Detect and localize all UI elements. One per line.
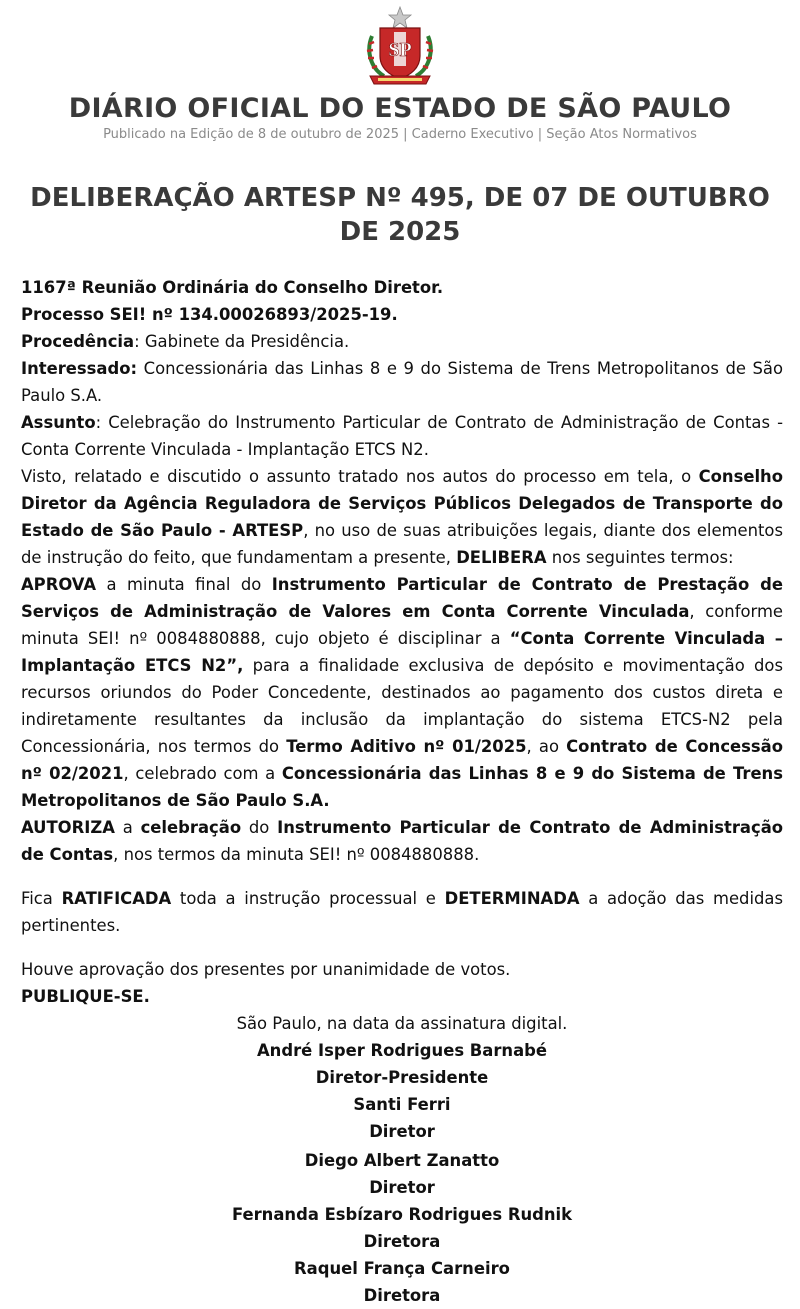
masthead xyxy=(0,92,800,144)
masthead-title: DIÁRIO OFICIAL DO ESTADO DE SÃO PAULO xyxy=(68,93,732,124)
interested-line: Interessado: Concessionária das Linhas 8 e 9 do Sistema de Trens Metropolitanos de São Paulo S.A. xyxy=(21,359,783,405)
signature-date: São Paulo, na data da assinatura digital. xyxy=(236,1014,568,1033)
signature-block xyxy=(21,1010,783,1309)
aprova-paragraph: APROVA a minuta final do Instrumento Particular de Contrato de Prestação de Serviços de Administração de Valores em Conta Corrente Vinculada, conforme minuta SEI! nº 0084880888, cujo objeto é disciplinar a “Conta Corrente Vinculada – Implantação ETCS N2”, para a finalidade exclusiva de depósito e movimentação dos recursos oriundos do Poder Concedente, destinados ao pagamento dos custos direta e indiretamente resultantes da inclusão da implantação do sistema ETCS-N2 pela Concessionária, nos termos do Termo Aditivo nº 01/2025, ao Contrato de Concessão nº 02/2021, celebrado com a Concessionária das Linhas 8 e 9 do Sistema de Trens Metropolitanos de São Paulo S.A. xyxy=(21,575,784,810)
process-line: Processo SEI! nº 134.00026893/2025-19. xyxy=(21,305,398,324)
subject-line: Assunto: Celebração do Instrumento Particular de Contrato de Administração de Contas - Conta Corrente Vinculada - Implantação ETCS N2. xyxy=(21,413,783,459)
signer-role: Diretora xyxy=(363,1232,441,1251)
signer-name: André Isper Rodrigues Barnabé xyxy=(257,1041,547,1060)
signer-role: Diretor xyxy=(369,1178,435,1197)
signer-name: Diego Albert Zanatto xyxy=(304,1151,500,1170)
document-body xyxy=(21,274,783,1309)
sao-paulo-coat-of-arms xyxy=(0,6,800,92)
signer-role: Diretor-Presidente xyxy=(315,1068,489,1087)
svg-text:SP: SP xyxy=(388,39,412,61)
publish-line: PUBLIQUE-SE. xyxy=(21,987,150,1006)
signer-role: Diretor xyxy=(369,1122,435,1141)
signer-name: Raquel França Carneiro xyxy=(294,1259,510,1278)
signer-name: Fernanda Esbízaro Rodrigues Rudnik xyxy=(231,1205,573,1224)
signer-role: Diretora xyxy=(363,1286,441,1305)
masthead-subtitle: Publicado na Edição de 8 de outubro de 2025 | Caderno Executivo | Seção Atos Normativos xyxy=(103,127,697,142)
document-title: DELIBERAÇÃO ARTESP Nº 495, DE 07 DE OUTUBRO DE 2025 xyxy=(30,183,770,247)
visto-paragraph: Visto, relatado e discutido o assunto tratado nos autos do processo em tela, o Conselho Diretor da Agência Reguladora de Serviços Públicos Delegados de Transporte do Estado de São Paulo - ARTESP, no uso de suas atribuições legais, diante dos elementos de instrução do feito, que fundamentam a presente, DELIBERA nos seguintes termos: xyxy=(21,467,783,567)
approval-line: Houve aprovação dos presentes por unanimidade de votos. xyxy=(21,960,511,979)
fica-paragraph: Fica RATIFICADA toda a instrução processual e DETERMINADA a adoção das medidas pertinentes. xyxy=(21,889,783,935)
meeting-line: 1167ª Reunião Ordinária do Conselho Diretor. xyxy=(21,278,444,297)
coat-of-arms-icon xyxy=(362,6,438,88)
origin-line: Procedência: Gabinete da Presidência. xyxy=(21,332,350,351)
signer-name: Santi Ferri xyxy=(353,1095,451,1114)
autoriza-paragraph: AUTORIZA a celebração do Instrumento Particular de Contrato de Administração de Contas, nos termos da minuta SEI! nº 0084880888. xyxy=(21,818,784,864)
